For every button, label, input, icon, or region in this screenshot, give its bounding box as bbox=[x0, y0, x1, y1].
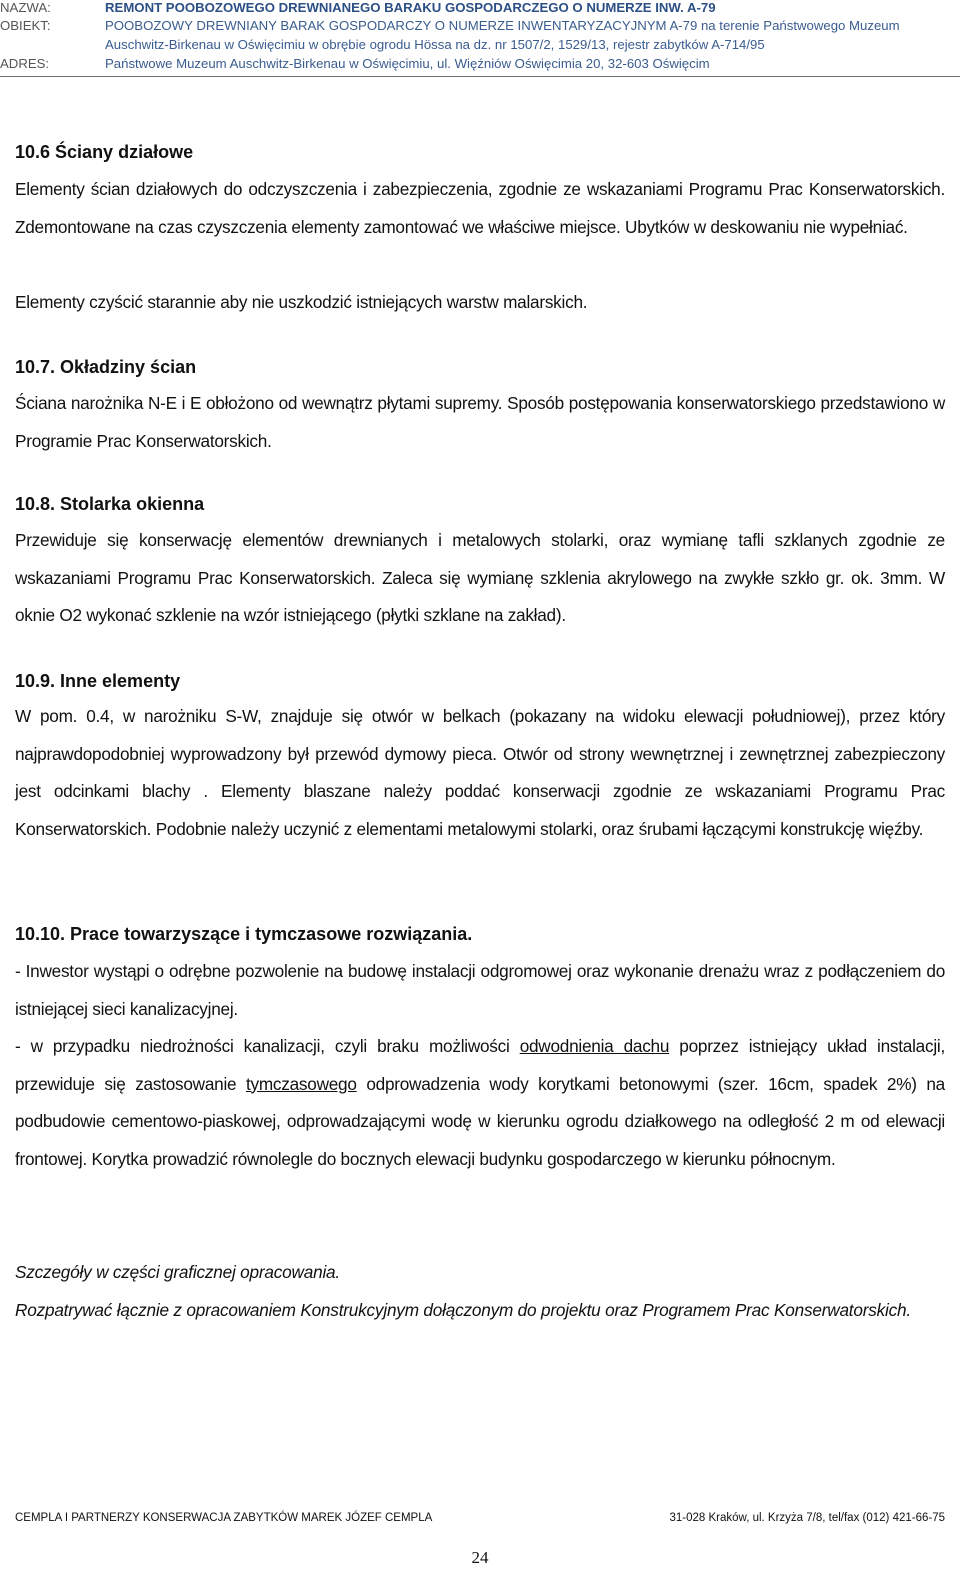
nazwa-label: NAZWA: bbox=[0, 0, 51, 15]
paragraph-10-10-investor: - Inwestor wystąpi o odrębne pozwolenie na budowę instalacji odgromowej oraz wykonanie drenażu wraz z podłączeniem do istniejącej sieci kanalizacyjnej. bbox=[15, 961, 945, 1019]
document-header bbox=[0, 0, 960, 77]
adres-label: ADRES: bbox=[0, 56, 50, 71]
note-graphic-details: Szczegóły w części graficznej opracowania. bbox=[15, 1262, 340, 1282]
heading-10-9: 10.9. Inne elementy bbox=[15, 671, 181, 691]
obiekt-value-line2: Auschwitz-Birkenau w Oświęcimiu w obrębie ogrodu Hössa na dz. nr 1507/2, 1529/13, rejestr zabytków A-714/95 bbox=[105, 37, 765, 52]
heading-10-7: 10.7. Okładziny ścian bbox=[15, 357, 197, 377]
note-consider-together: Rozpatrywać łącznie z opracowaniem Konstrukcyjnym dołączonym do projektu oraz Programem Prac Konserwatorskich. bbox=[15, 1300, 911, 1320]
paragraph-10-9: W pom. 0.4, w narożniku S-W, znajduje się otwór w belkach (pokazany na widoku elewacji południowej), przez który najprawdopodobniej wyprowadzony był przewód dymowy pieca. Otwór od strony wewnętrznej i zewnętrznej zabezpieczony jest odcinkami blachy . Elementy blaszane należy poddać konserwacji zgodnie ze wskazaniami Programu Prac Konserwatorskich. Podobnie należy uczynić z elementami metalowymi stolarki, oraz śrubami łączącymi konstrukcję więźby. bbox=[15, 706, 945, 839]
paragraph-10-10-drainage bbox=[15, 1028, 945, 1178]
obiekt-value-line1: POOBOZOWY DREWNIANY BARAK GOSPODARCZY O NUMERZE INWENTARYZACYJNYM A-79 na terenie Państwowego Muzeum bbox=[105, 18, 900, 33]
footer-address: 31-028 Kraków, ul. Krzyża 7/8, tel/fax (012) 421-66-75 bbox=[669, 1512, 945, 1524]
drainage-text-b: poprzez istniejący układ instalacji, przewiduje się zastosowanie bbox=[15, 1036, 945, 1094]
drainage-text-a: - w przypadku niedrożności kanalizacji, czyli braku możliwości bbox=[15, 1036, 520, 1056]
footer-company: CEMPLA I PARTNERZY KONSERWACJA ZABYTKÓW MAREK JÓZEF CEMPLA bbox=[15, 1512, 433, 1524]
paragraph-10-7: Ściana narożnika N-E i E obłożono od wewnątrz płytami supremy. Sposób postępowania konserwatorskiego przedstawiono w Programie Prac Konserwatorskich. bbox=[15, 393, 945, 451]
drainage-underline-roof: odwodnienia dachu bbox=[519, 1036, 670, 1056]
paragraph-10-8: Przewiduje się konserwację elementów drewnianych i metalowych stolarki, oraz wymianę tafli szklanych zgodnie ze wskazaniami Programu Prac Konserwatorskich. Zaleca się wymianę szklenia akrylowego na zwykłe szkło gr. ok. 3mm. W oknie O2 wykonać szklenie na wzór istniejącego (płytki szklane na zakład). bbox=[15, 530, 945, 625]
page-number: 24 bbox=[471, 1548, 489, 1567]
obiekt-label: OBIEKT: bbox=[0, 18, 51, 33]
heading-10-10: 10.10. Prace towarzyszące i tymczasowe rozwiązania. bbox=[15, 924, 473, 944]
heading-10-8: 10.8. Stolarka okienna bbox=[15, 494, 205, 514]
drainage-text-c: odprowadzenia wody korytkami betonowymi (szer. 16cm, spadek 2%) na podbudowie cementowo-piaskowej, odprowadzającymi wodę w kierunku ogrodu działkowego na odległość 2 m od elewacji frontowej. Korytka prowadzić równolegle do bocznych elewacji budynku gospodarczego w kierunku północnym. bbox=[15, 1073, 945, 1169]
paragraph-10-6-main: Elementy ścian działowych do odczyszczenia i zabezpieczenia, zgodnie ze wskazaniami Programu Prac Konserwatorskich. Zdemontowane na czas czyszczenia elementy zamontować we właściwe miejsce. Ubytków w deskowaniu nie wypełniać. bbox=[15, 179, 945, 237]
adres-value: Państwowe Muzeum Auschwitz-Birkenau w Oświęcimiu, ul. Więźniów Oświęcimia 20, 32-603 Oświęcim bbox=[105, 56, 710, 71]
drainage-underline-temporary: tymczasowego bbox=[246, 1073, 357, 1094]
heading-10-6: 10.6 Ściany działowe bbox=[15, 142, 194, 162]
nazwa-value: REMONT POOBOZOWEGO DREWNIANEGO BARAKU GOSPODARCZEGO O NUMERZE INW. A-79 bbox=[105, 0, 716, 15]
paragraph-10-6-note: Elementy czyścić starannie aby nie uszkodzić istniejących warstw malarskich. bbox=[15, 292, 588, 312]
